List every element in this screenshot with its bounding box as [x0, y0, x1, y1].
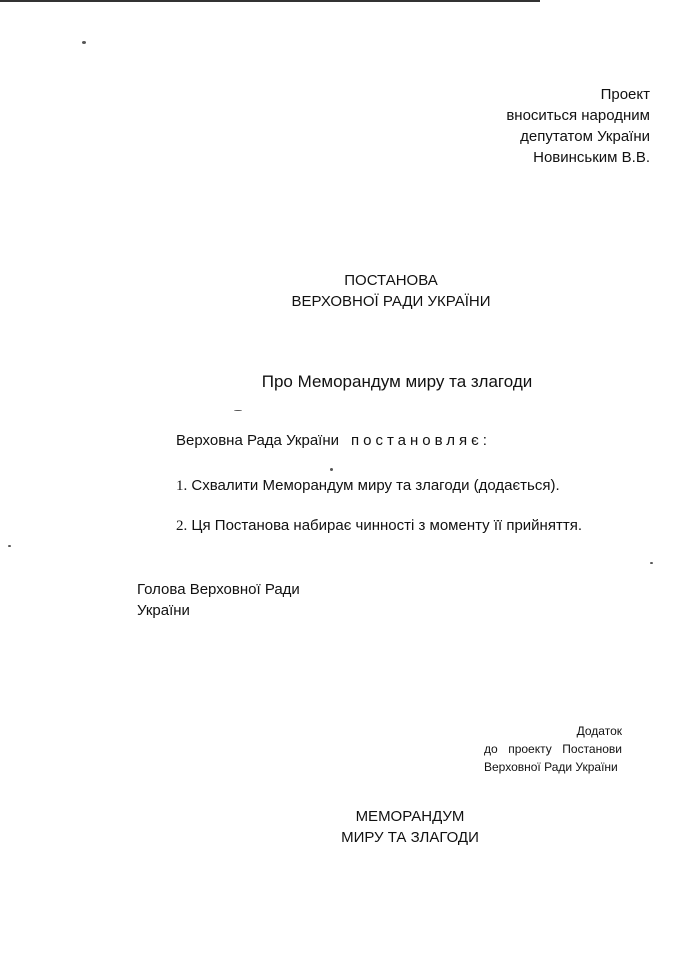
- annex-note: [484, 722, 622, 776]
- annex-word: Постанови: [562, 742, 622, 756]
- list-item: [176, 477, 560, 495]
- memorandum-line: МИРУ ТА ЗЛАГОДИ: [341, 829, 479, 846]
- signature-line: Голова Верховної Ради: [137, 581, 300, 598]
- title-line: ПОСТАНОВА: [344, 272, 438, 289]
- memorandum-line: МЕМОРАНДУМ: [355, 808, 465, 825]
- signature-block: [137, 579, 300, 621]
- annex-word: проекту: [508, 742, 552, 756]
- scan-edge-line: [0, 0, 540, 2]
- scan-speck: [330, 468, 333, 471]
- enacting-verb: постановляє:: [351, 432, 491, 449]
- scan-speck: [234, 410, 242, 411]
- signature-line: України: [137, 602, 190, 619]
- enacting-clause: [176, 432, 491, 449]
- scan-speck: [82, 41, 86, 44]
- scan-speck: [650, 562, 653, 564]
- item-text: Схвалити Меморандум миру та злагоди (додається).: [191, 477, 560, 494]
- document-title: [230, 270, 552, 312]
- annex-line: Верховної Ради України: [484, 760, 618, 774]
- resolution-subject: Про Меморандум миру та злагоди: [261, 372, 533, 391]
- item-number: 2.: [176, 518, 188, 534]
- enacting-body: Верховна Рада України: [176, 432, 340, 449]
- header-line: депутатом України: [520, 128, 650, 145]
- project-header: [506, 84, 650, 168]
- annex-line: [484, 740, 622, 758]
- memorandum-title: [300, 806, 520, 848]
- list-item: [176, 517, 582, 535]
- annex-line: Додаток: [576, 724, 622, 738]
- header-line: Проект: [600, 86, 650, 103]
- annex-word: до: [484, 742, 498, 756]
- item-number: 1.: [176, 478, 188, 494]
- scan-speck: [8, 545, 11, 547]
- header-line: вноситься народним: [506, 107, 650, 124]
- title-line: ВЕРХОВНОЇ РАДИ УКРАЇНИ: [291, 293, 491, 310]
- item-text: Ця Постанова набирає чинності з моменту її прийняття.: [191, 517, 582, 534]
- header-line: Новинським В.В.: [533, 149, 650, 166]
